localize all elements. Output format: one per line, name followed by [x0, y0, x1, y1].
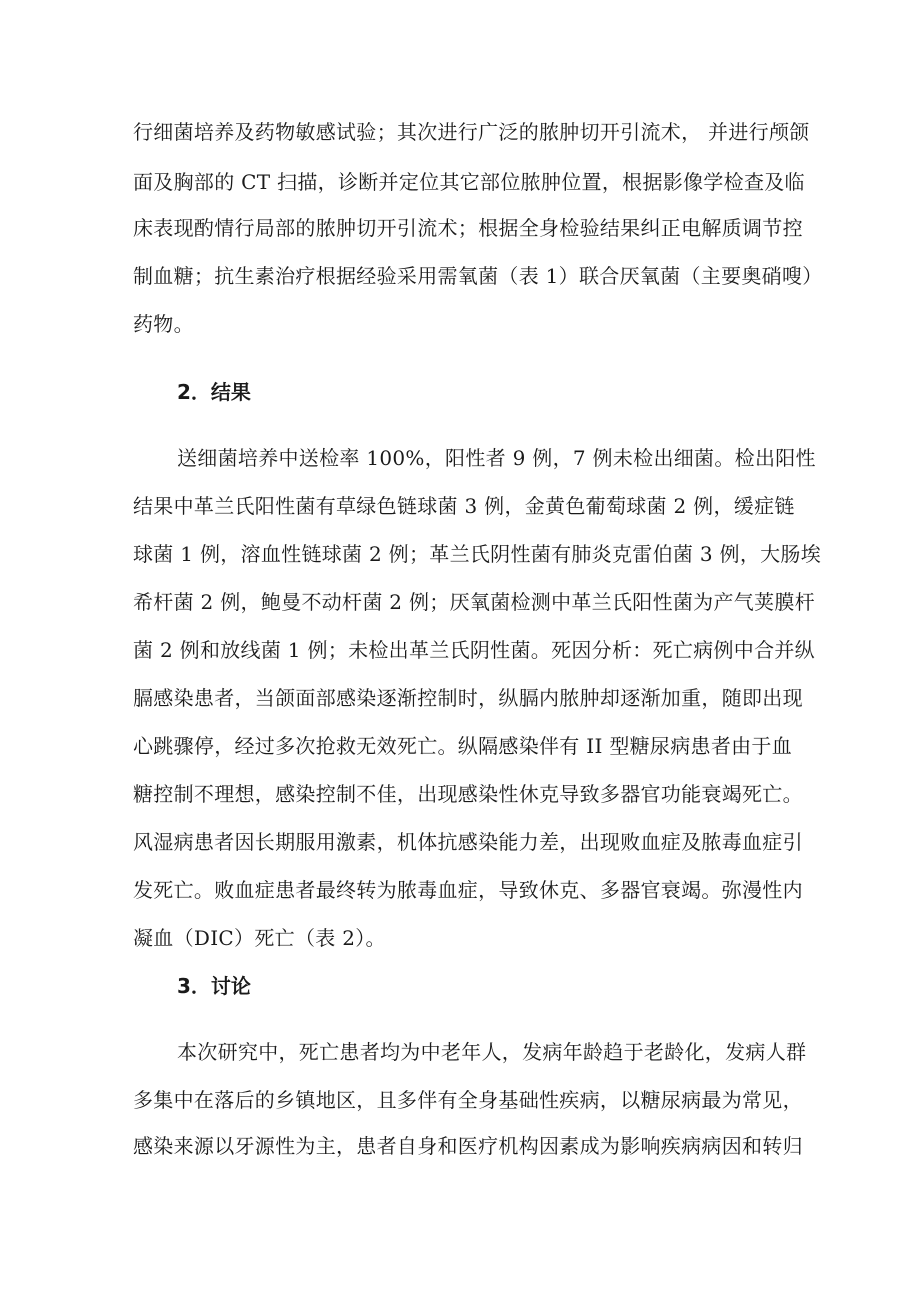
results-line-6: 膈感染患者，当颌面部感染逐渐控制时，纵膈内脓肿却逐渐加重，随即出现 — [133, 686, 803, 710]
methods-line-3: 床表现酌情行局部的脓肿切开引流术；根据全身检验结果纠正电解质调节控 — [133, 216, 803, 240]
methods-line-1: 行细菌培养及药物敏感试验；其次进行广泛的脓肿切开引流术， 并进行颅颌 — [133, 120, 810, 144]
discussion-line-3: 感染来源以牙源性为主，患者自身和医疗机构因素成为影响疾病病因和转归 — [133, 1134, 803, 1158]
methods-line-4: 制血糖；抗生素治疗根据经验采用需氧菌（表 1）联合厌氧菌（主要奥硝嗖） — [133, 264, 823, 288]
results-line-5: 菌 2 例和放线菌 1 例；未检出革兰氏阴性菌。死因分析：死亡病例中合并纵 — [133, 638, 815, 662]
results-line-4: 希杆菌 2 例，鲍曼不动杆菌 2 例；厌氧菌检测中革兰氏阳性菌为产气荚膜杆 — [133, 590, 815, 614]
methods-line-5: 药物。 — [133, 312, 194, 336]
discussion-line-1: 本次研究中，死亡患者均为中老年人，发病年龄趋于老龄化，发病人群 — [177, 1040, 807, 1064]
results-line-1: 送细菌培养中送检率 100%，阳性者 9 例，7 例未检出细菌。检出阳性 — [177, 446, 816, 470]
results-line-3: 球菌 1 例，溶血性链球菌 2 例；革兰氏阴性菌有肺炎克雷伯菌 3 例，大肠埃 — [133, 542, 822, 566]
results-line-2: 结果中革兰氏阳性菌有草绿色链球菌 3 例，金黄色葡萄球菌 2 例，缓症链 — [133, 494, 795, 518]
discussion-line-2: 多集中在落后的乡镇地区，且多伴有全身基础性疾病，以糖尿病最为常见， — [133, 1088, 803, 1112]
results-line-8: 糖控制不理想，感染控制不佳，出现感染性休克导致多器官功能衰竭死亡。 — [133, 782, 803, 806]
results-line-9: 风湿病患者因长期服用激素，机体抗感染能力差，出现败血症及脓毒血症引 — [133, 830, 803, 854]
results-line-7: 心跳骤停，经过多次抢救无效死亡。纵隔感染伴有 II 型糖尿病患者由于血 — [133, 734, 793, 758]
results-heading: 2．结果 — [177, 380, 251, 404]
methods-line-2: 面及胸部的 CT 扫描，诊断并定位其它部位脓肿位置，根据影像学检查及临 — [133, 170, 805, 194]
results-line-10: 发死亡。败血症患者最终转为脓毒血症，导致休克、多器官衰竭。弥漫性内 — [133, 878, 803, 902]
discussion-heading: 3．讨论 — [177, 974, 251, 998]
results-line-11: 凝血（DIC）死亡（表 2）。 — [133, 926, 386, 950]
